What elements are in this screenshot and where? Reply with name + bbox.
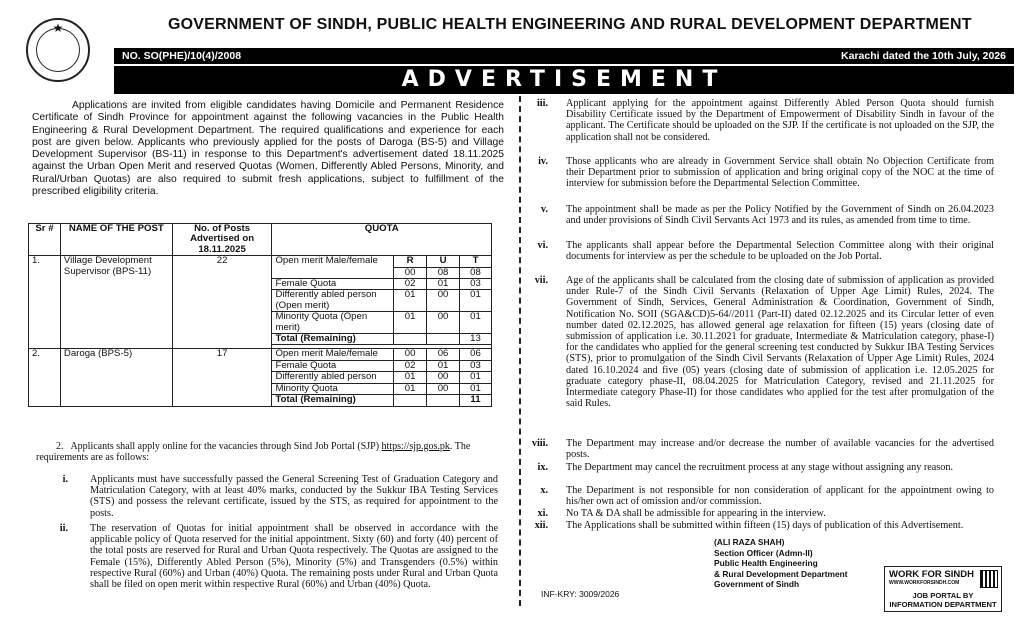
qr-code-icon <box>980 570 998 588</box>
sr-cell: 1. <box>29 256 61 349</box>
signatory-name: (ALI RAZA SHAH) <box>714 537 785 547</box>
paragraph-number: 2. <box>56 441 64 452</box>
requirement-item: The Department is not responsible for non consideration of applicant for the appointment owing to his/her own act of omission and/or commission. <box>566 485 994 508</box>
sr-cell: 2. <box>29 349 61 406</box>
item-number: v. <box>540 204 548 215</box>
quota-label: Minority Quota (Open merit) <box>272 312 394 334</box>
quota-label: Differently abled person (Open merit) <box>272 290 394 312</box>
requirement-item: The Department may cancel the recruitment process at any stage without assigning any reason. <box>566 462 953 473</box>
quota-r <box>394 395 427 406</box>
signature-block <box>714 537 848 590</box>
quota-r: 00 <box>394 267 427 278</box>
badge-line: JOB PORTAL BY <box>912 591 974 600</box>
header-posts: No. of Posts Advertised on 18.11.2025 <box>172 224 272 256</box>
intro-paragraph: Applications are invited from eligible candidates having Domicile and Permanent Residence Certificate of Sindh Province for appointment against the following vacancies in the Public Health Engineering & Rural Development Department. The required qualifications and experience for each post are given below. Applicants who previously applied for the posts of Daroga (BS-5) and Village Development Supervisor (BS-11) in response to this Department's advertisement dated 18.11.2025 against the Urban Open Merit and reserved Quotas (Women, Differently Abled Persons, Minority, and Rural/Urban Quotas) are also required to submit fresh applications, subject to fulfillment of the prescribed eligibility criteria. <box>32 100 504 198</box>
application-paragraph <box>36 441 504 463</box>
badge-line: INFORMATION DEPARTMENT <box>889 600 997 609</box>
requirement-item: Age of the applicants shall be calculated from the closing date of submission of application as provided under Rule-7 of the Sindh Civil Servants (Relaxation of Upper Age Limit) Rules, 2024. The Government of Sindh, Services, General Administration & Coordination, Government of Sindh, Notification No. SOII (SGA&CD)5-64//2011 (Part-II) dated 02.12.2025 and its Circular letter of even number dated 02.12.2025, has allowed general age relaxation for fifteen (15) years (closing date of submission of application i.e. 30.11.2021 for graduate, Intermediate & Matriculation category, phase-I) for the candidates who applied for the general screening test conducted by Sukkur IBA Testing Services (STS), prior to promulgation of the Sindh Civil Servants (Relaxation of Upper Age Limit) Rules, 2024 dated 16.10.2024 and five (05) years (closing date of submission of application i.e. 12.05.2025 for graduate category phase-II, 08.04.2025 for Matriculation Category, revised and 21.11.2025 for Intermediate category Phase-II) for those candidates who applied for the test after promulgation of the said Rules. <box>566 275 994 410</box>
department-title: GOVERNMENT OF SINDH, PUBLIC HEALTH ENGINEERING AND RURAL DEVELOPMENT DEPARTMENT <box>168 16 972 33</box>
quota-u: 01 <box>427 360 460 371</box>
quota-t: 03 <box>460 360 492 371</box>
quota-u: 00 <box>427 372 460 383</box>
quota-label: Female Quota <box>272 279 394 290</box>
quota-t: 03 <box>460 279 492 290</box>
quota-u: 00 <box>427 312 460 334</box>
paragraph-text: Applicants shall apply online for the vacancies through Sind Job Portal (SJP) <box>70 441 380 452</box>
header-post-name: NAME OF THE POST <box>60 224 172 256</box>
item-number: viii. <box>531 438 548 449</box>
item-number: xi. <box>537 508 548 519</box>
item-number: iv. <box>538 156 548 167</box>
vacancy-table <box>28 223 492 407</box>
quota-label: Female Quota <box>272 360 394 371</box>
quota-label: Differently abled person <box>272 372 394 383</box>
paragraph-text-end: . The requirements are as follows: <box>36 441 471 464</box>
issue-date: Karachi dated the 10th July, 2026 <box>841 50 1006 62</box>
quota-u: 00 <box>427 383 460 394</box>
total-label: Total (Remaining) <box>272 395 394 406</box>
requirement-item: Applicants must have successfully passed the General Screening Test of Graduation Category and Matriculation Category, with at least 40% marks, conducted by the Sukkur IBA Testing Services (STS) and possess the relevant certificate, issued by the STS, as required for appointment to the posts. <box>90 474 498 519</box>
inf-number: INF-KRY: 3009/2026 <box>541 589 620 599</box>
col-t: T <box>460 256 492 267</box>
badge-title: WORK FOR SINDH <box>889 569 974 580</box>
item-number: ix. <box>537 462 548 473</box>
quota-t: 06 <box>460 349 492 360</box>
quota-r: 02 <box>394 360 427 371</box>
quota-t: 01 <box>460 383 492 394</box>
quota-r <box>394 334 427 345</box>
post-name-cell: Daroga (BPS-5) <box>60 349 172 406</box>
item-number: ii. <box>59 523 68 534</box>
advertisement-title: ADVERTISEMENT <box>114 66 1014 94</box>
quota-u <box>427 395 460 406</box>
star-icon: ★ <box>52 21 64 35</box>
total-value: 11 <box>460 395 492 406</box>
requirement-item: The reservation of Quotas for initial appointment shall be observed in accordance with the applicable policy of Quota reserved for the initial appointment. Sixty (60) and forty (40) percent of the total posts are reserved for Rural and Urban Quota respectively. The Quotas are assigned to the Female (15%), Differently Abled Person (5%), Minority (5%) and Transgenders (0.5%) within respective Rural (60%) and Urban (40%) Quota. The remaining posts under Rural and Urban Quota shall be filed on open merit within respective Rural (60%) and Urban (40%) Quota. <box>90 523 498 591</box>
requirement-item: The Applications shall be submitted within fifteen (15) days of publication of this Advertisement. <box>566 520 964 531</box>
quota-r: 01 <box>394 290 427 312</box>
quota-r: 02 <box>394 279 427 290</box>
item-number: vi. <box>537 240 548 251</box>
total-value: 13 <box>460 334 492 345</box>
quota-label: Minority Quota <box>272 383 394 394</box>
requirement-item: Applicant applying for the appointment against Differently Abled Person Quota should furnish Disability Certificate issued by the Department of Empowerment of Disability Sindh in favour of the applicant. The Certificate should be uploaded on the SJP. If the certificate is not uploaded on the SJP, the application shall not be considered. <box>566 98 994 143</box>
requirement-item: The Department may increase and/or decrease the number of available vacancies for the advertised posts. <box>566 438 994 461</box>
sjp-link[interactable]: https://sjp.gos.pk <box>381 441 450 452</box>
quota-r: 01 <box>394 383 427 394</box>
post-name-cell: Village Development Supervisor (BPS-11) <box>60 256 172 349</box>
item-number: vii. <box>534 275 548 286</box>
quota-r: 01 <box>394 372 427 383</box>
column-divider <box>519 96 521 606</box>
quota-t: 01 <box>460 290 492 312</box>
signatory-dept-line: Government of Sindh <box>714 579 800 589</box>
table-header-row <box>29 224 492 256</box>
item-number: xii. <box>534 520 548 531</box>
col-u: U <box>427 256 460 267</box>
signatory-dept-line: & Rural Development Department <box>714 568 848 579</box>
table-row <box>29 349 492 360</box>
quota-u <box>427 334 460 345</box>
requirement-item: The appointment shall be made as per the Policy Notified by the Government of Sindh on 26.04.2023 and under provisions of Sindh Civil Servants Act 1973 and its rules, as amended from time to time. <box>566 204 994 227</box>
col-r: R <box>394 256 427 267</box>
reference-number: NO. SO(PHE)/10(4)/2008 <box>122 50 242 62</box>
table-row <box>29 256 492 267</box>
posts-cell: 22 <box>172 256 272 349</box>
quota-t: 01 <box>460 312 492 334</box>
requirement-item: No TA & DA shall be admissible for appearing in the interview. <box>566 508 826 519</box>
item-number: iii. <box>536 98 548 109</box>
quota-r: 00 <box>394 349 427 360</box>
sindh-emblem-icon <box>26 18 90 82</box>
item-number: i. <box>62 474 68 485</box>
quota-u: 08 <box>427 267 460 278</box>
posts-cell: 17 <box>172 349 272 406</box>
badge-caption <box>885 591 1001 609</box>
work-for-sindh-badge <box>884 566 1002 612</box>
quota-t: 08 <box>460 267 492 278</box>
header-sr: Sr # <box>29 224 61 256</box>
requirement-item: The applicants shall appear before the Departmental Selection Committee along with their original documents for interview as per the schedule to be uploaded on the Job Portal. <box>566 240 994 263</box>
signatory-dept-line: Public Health Engineering <box>714 558 818 568</box>
requirement-item: Those applicants who are already in Government Service shall obtain No Objection Certificate from their Department prior to submission of application and bring original copy of the NOC at the time of interview for submission before the Departmental Selection Committee. <box>566 156 994 190</box>
badge-url: WWW.WORKFORSINDH.COM <box>889 580 960 586</box>
quota-label: Open merit Male/female <box>272 349 394 360</box>
quota-u: 01 <box>427 279 460 290</box>
signatory-designation: Section Officer (Admn-II) <box>714 547 813 558</box>
quota-t: 01 <box>460 372 492 383</box>
reference-bar <box>114 48 1014 64</box>
total-label: Total (Remaining) <box>272 334 394 345</box>
quota-u: 06 <box>427 349 460 360</box>
quota-label: Open merit Male/female <box>272 256 394 279</box>
item-number: x. <box>540 485 548 496</box>
header-quota: QUOTA <box>272 224 492 256</box>
quota-r: 01 <box>394 312 427 334</box>
quota-u: 00 <box>427 290 460 312</box>
